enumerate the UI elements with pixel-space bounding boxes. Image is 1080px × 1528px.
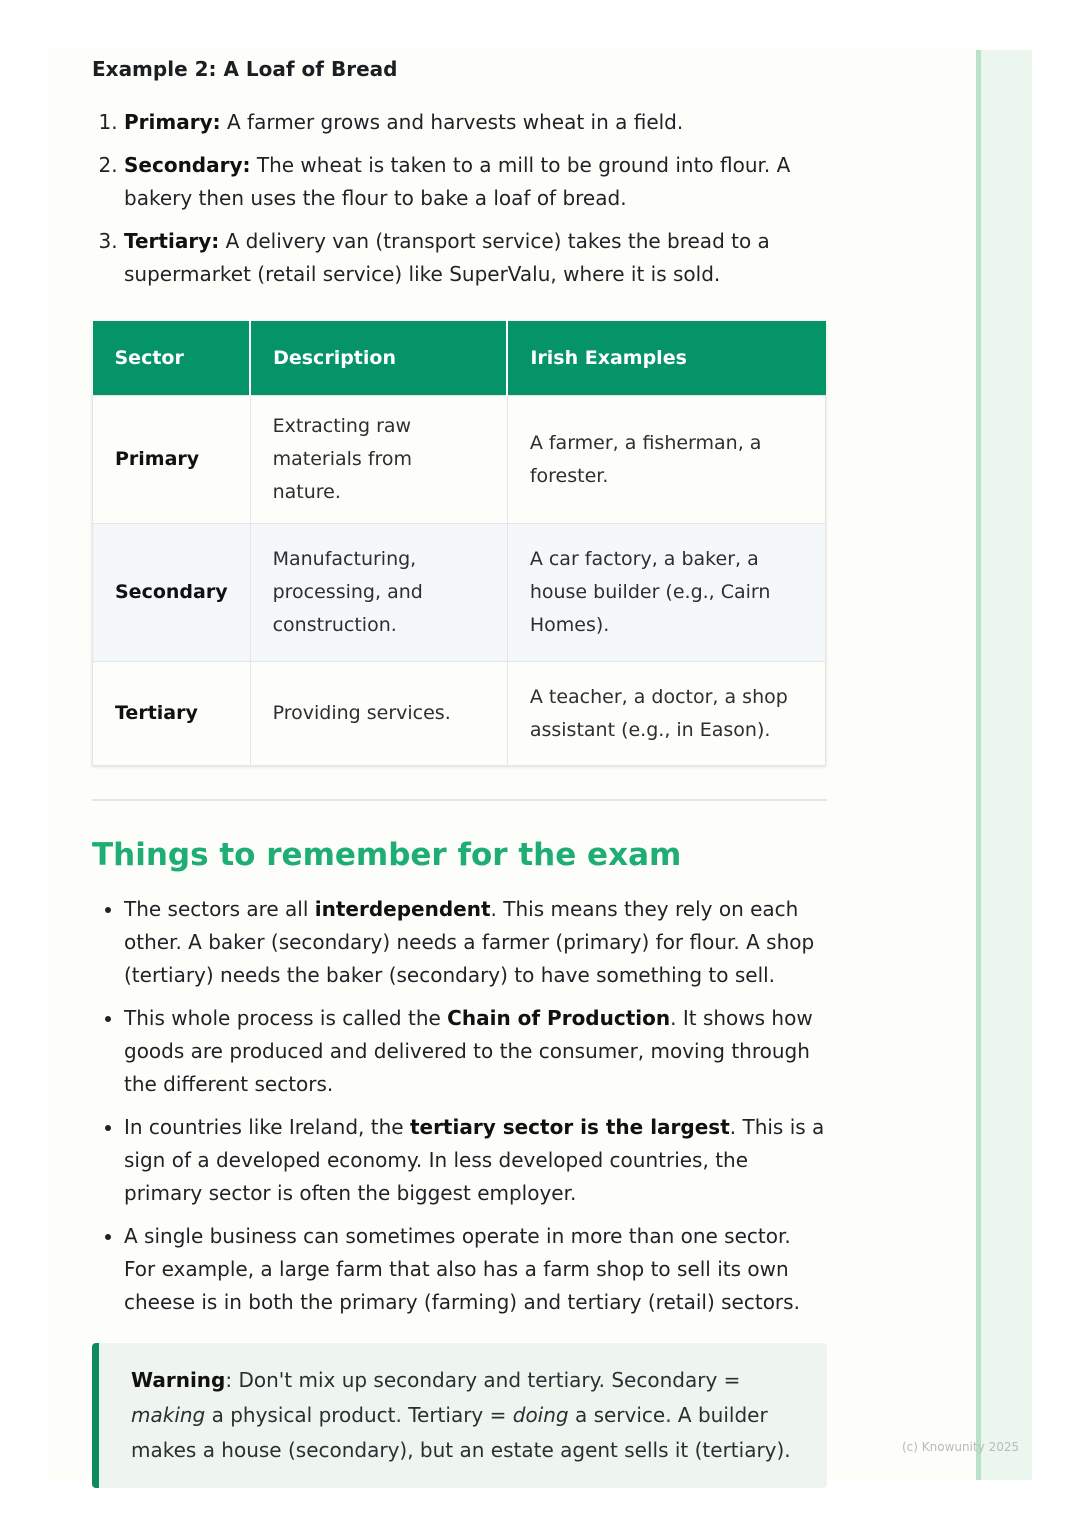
point-text: A single business can sometimes operate in more than one sector. For example, a large farm that also has a farm shop to sell its own cheese is in both the primary (farming) and tertiary (retail) sectors.: [124, 1224, 800, 1314]
header-description: Description: [250, 321, 507, 396]
point-text: . This is a sign of a developed economy. In less developed countries, the primary sector is often the biggest employer.: [124, 1115, 825, 1205]
list-item: [124, 1220, 827, 1319]
list-item: [124, 149, 827, 215]
point-text: In countries like Ireland, the: [124, 1115, 410, 1139]
section-divider: [92, 799, 827, 801]
header-examples: Irish Examples: [507, 321, 825, 396]
list-item: [124, 1111, 827, 1210]
point-bold: Chain of Production: [447, 1006, 671, 1030]
cell-examples: A teacher, a doctor, a shop assistant (e.g., in Eason).: [507, 662, 825, 766]
cell-description: Manufacturing, processing, and construction.: [250, 524, 507, 662]
example-title: Example 2: A Loaf of Bread: [92, 57, 398, 81]
table-row: [93, 662, 826, 766]
exam-heading: Things to remember for the exam: [92, 837, 682, 873]
warning-callout: [92, 1343, 827, 1488]
side-line: [976, 50, 981, 1480]
cell-sector: Primary: [93, 396, 251, 524]
point-text: This whole process is called the: [124, 1006, 448, 1030]
point-text: . It shows how goods are produced and delivered to the consumer, moving through the different sectors.: [124, 1006, 813, 1096]
step-text: A farmer grows and harvests wheat in a field.: [220, 110, 684, 134]
exam-points: [92, 893, 827, 1319]
list-item: [124, 1002, 827, 1101]
table-row: [93, 396, 826, 524]
point-text: . This means they rely on each other. A baker (secondary) needs a farmer (primary) for flour. A shop (tertiary) needs the baker (secondary) to have something to sell.: [124, 897, 815, 987]
cell-description: Extracting raw materials from nature.: [250, 396, 507, 524]
content: [92, 54, 827, 1488]
step-text: A delivery van (transport service) takes the bread to a supermarket (retail service) like SuperValu, where it is sold.: [124, 229, 770, 286]
cell-sector: Tertiary: [93, 662, 251, 766]
table-row: [93, 524, 826, 662]
example-steps: [92, 106, 827, 291]
copyright-footer: (c) Knowunity 2025: [902, 1440, 1020, 1454]
list-item: [124, 225, 827, 291]
point-bold: tertiary sector is the largest: [409, 1115, 730, 1139]
list-item: [124, 893, 827, 992]
cell-description: Providing services.: [250, 662, 507, 766]
list-item: [124, 106, 827, 139]
table-header-row: [93, 321, 826, 396]
cell-examples: A car factory, a baker, a house builder (e.g., Cairn Homes).: [507, 524, 825, 662]
warning-label: Warning: [131, 1368, 226, 1392]
step-label: Tertiary:: [124, 229, 220, 253]
cell-sector: Secondary: [93, 524, 251, 662]
point-text: The sectors are all: [124, 897, 315, 921]
side-band: [977, 50, 1032, 1480]
warning-em: making: [131, 1403, 206, 1427]
warning-em: doing: [512, 1403, 569, 1427]
cell-examples: A farmer, a fisherman, a forester.: [507, 396, 825, 524]
point-bold: interdependent: [314, 897, 491, 921]
warning-text: a service. A builder makes a house (secondary), but an estate agent sells it (tertiary).: [131, 1403, 791, 1462]
warning-text: a physical product. Tertiary =: [205, 1403, 513, 1427]
warning-text: : Don't mix up secondary and tertiary. Secondary =: [225, 1368, 741, 1392]
step-label: Primary:: [124, 110, 221, 134]
step-label: Secondary:: [124, 153, 251, 177]
sectors-table: [92, 321, 826, 766]
step-text: The wheat is taken to a mill to be ground into flour. A bakery then uses the flour to bake a loaf of bread.: [124, 153, 791, 210]
header-sector: Sector: [93, 321, 251, 396]
